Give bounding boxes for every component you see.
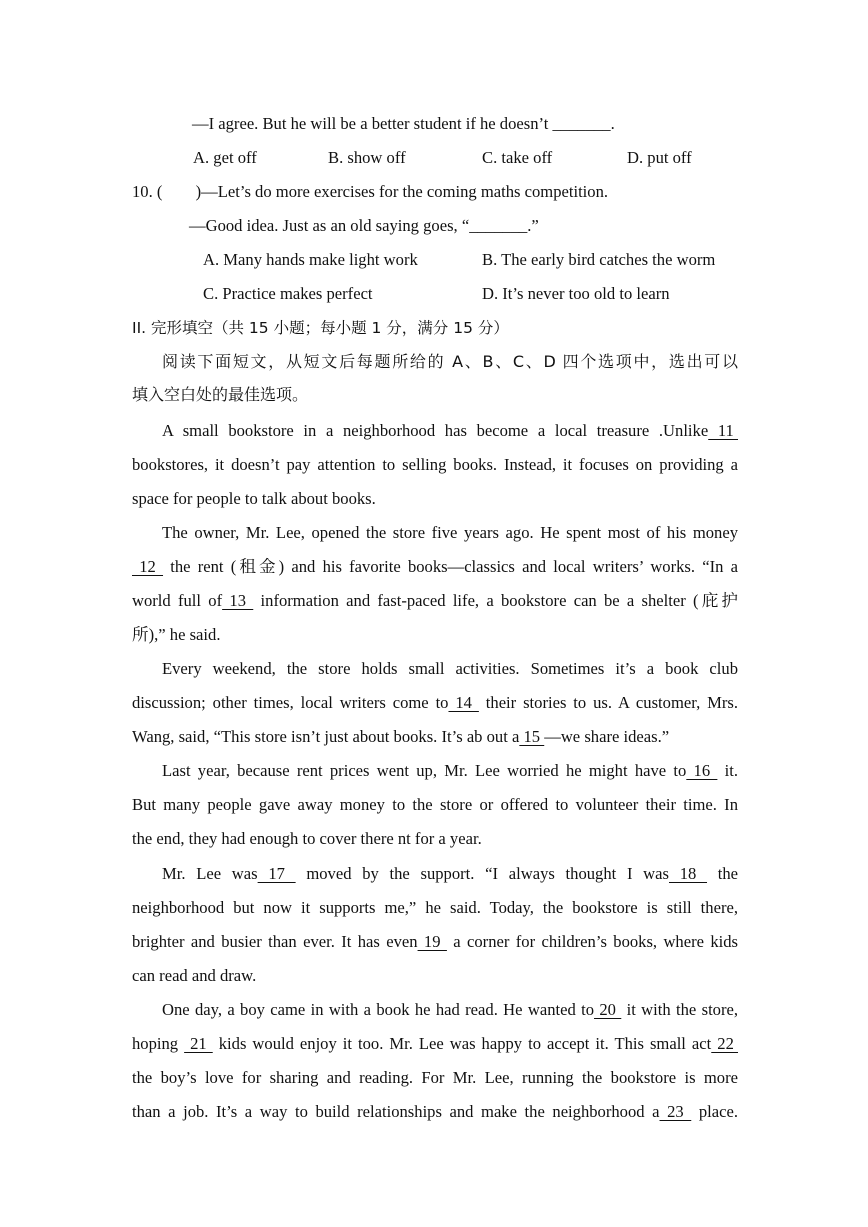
passage-line: 所),” he said.: [132, 625, 221, 644]
passage-line: [162, 761, 738, 781]
passage-text: their stories to us. A customer, Mrs.: [485, 693, 739, 712]
blank-20: 20: [594, 1000, 622, 1019]
blank-18: 18: [669, 864, 708, 883]
passage-text: Mr. Lee was: [162, 864, 258, 883]
passage-line: [162, 421, 738, 441]
q9-option-d: D. put off: [627, 148, 692, 167]
q9-option-a: A. get off: [193, 148, 257, 167]
passage-text: the rent (租金) and his favorite books—classics and local writers’ works. “In a: [170, 557, 739, 576]
passage-text: than a job. It’s a way to build relationships and make the neighborhood a: [132, 1102, 660, 1121]
passage-line: bookstores, it doesn’t pay attention to selling books. Instead, it focuses on providing a: [132, 455, 738, 474]
q10-option-a: A. Many hands make light work: [203, 250, 418, 269]
q9-option-c: C. take off: [482, 148, 553, 167]
passage-text: A small bookstore in a neighborhood has become a local treasure .Unlike: [162, 421, 709, 440]
passage-text: the: [717, 864, 739, 883]
passage-text: it with the store,: [626, 1000, 739, 1019]
passage-line: [132, 932, 738, 952]
blank-16: 16: [686, 761, 718, 780]
blank-23: 23: [659, 1102, 692, 1121]
passage-line: [132, 727, 669, 747]
passage-text: place.: [698, 1102, 738, 1121]
passage-line: the boy’s love for sharing and reading. For Mr. Lee, running the bookstore is more: [132, 1068, 738, 1087]
passage-line: [132, 557, 738, 577]
q9-option-b: B. show off: [328, 148, 406, 167]
blank-13: 13: [222, 591, 254, 610]
passage-line: space for people to talk about books.: [132, 489, 376, 508]
passage-line: Every weekend, the store holds small activities. Sometimes it’s a book club: [162, 659, 738, 678]
passage-line: can read and draw.: [132, 966, 257, 985]
passage-line: But many people gave away money to the store or offered to volunteer their time. In: [132, 795, 738, 814]
section-instructions: 阅读下面短文，从短文后每题所给的 A、B、C、D 四个选项中，选出可以: [162, 352, 738, 371]
passage-line: neighborhood but now it supports me,” he said. Today, the bookstore is still there,: [132, 898, 738, 917]
passage-text: brighter and busier than ever. It has even: [132, 932, 418, 951]
question-9-reply: —I agree. But he will be a better student if he doesn’t _______.: [192, 114, 615, 133]
passage-line: the end, they had enough to cover there nt for a year.: [132, 829, 482, 848]
blank-17: 17: [257, 864, 296, 883]
passage-line: The owner, Mr. Lee, opened the store five years ago. He spent most of his money: [162, 523, 738, 542]
passage-text: a corner for children’s books, where kids: [453, 932, 739, 951]
passage-line: [162, 1000, 738, 1020]
passage-line: [132, 1034, 738, 1054]
passage-text: moved by the support. “I always thought I was: [306, 864, 669, 883]
passage-text: discussion; other times, local writers come to: [132, 693, 449, 712]
passage-text: information and fast-paced life, a bookstore can be a shelter (庇护: [260, 591, 739, 610]
passage-text: it.: [724, 761, 739, 780]
question-10-reply: —Good idea. Just as an old saying goes, “_______.”: [189, 216, 539, 235]
passage-line: [162, 864, 738, 884]
blank-12: 12: [132, 557, 164, 576]
passage-text: —we share ideas.”: [544, 727, 670, 746]
q10-option-c: C. Practice makes perfect: [203, 284, 373, 303]
blank-14: 14: [448, 693, 479, 712]
q10-option-b: B. The early bird catches the worm: [482, 250, 716, 269]
passage-text: Wang, said, “This store isn’t just about books. It’s ab out a: [132, 727, 520, 746]
passage-text: Last year, because rent prices went up, Mr. Lee worried he might have to: [162, 761, 687, 780]
passage-text: world full of: [132, 591, 223, 610]
passage-text: hoping: [132, 1034, 179, 1053]
blank-11: 11: [708, 421, 738, 440]
question-10-prompt: 10. ( )—Let’s do more exercises for the coming maths competition.: [132, 182, 609, 201]
passage-text: One day, a boy came in with a book he had read. He wanted to: [162, 1000, 595, 1019]
section-instructions-cont: 填入空白处的最佳选项。: [132, 385, 309, 404]
blank-21: 21: [184, 1034, 213, 1053]
passage-line: [132, 591, 738, 611]
blank-22: 22: [711, 1034, 739, 1053]
q10-option-d: D. It’s never too old to learn: [482, 284, 670, 303]
passage-text: kids would enjoy it too. Mr. Lee was happy to accept it. This small act: [218, 1034, 712, 1053]
passage-line: [132, 693, 738, 713]
section-heading: II. 完形填空（共 15 小题；每小题 1 分，满分 15 分）: [132, 319, 509, 337]
blank-15: 15: [519, 727, 545, 746]
blank-19: 19: [417, 932, 447, 951]
passage-line: [132, 1102, 738, 1122]
